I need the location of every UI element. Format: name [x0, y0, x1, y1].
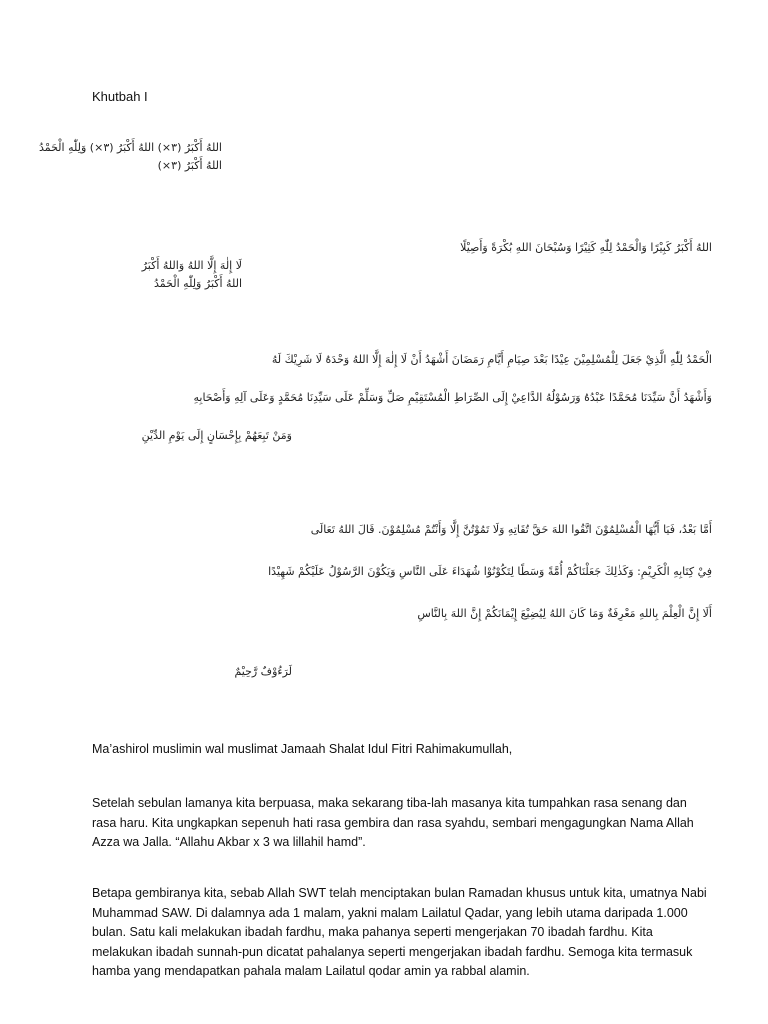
arabic-takbir-block	[38, 140, 222, 176]
arabic-line: أَلَا إِنَّ الْعِلْمَ بِاللهِ مَعْرِفَةٌ وَمَا كَانَ اللهُ لِيُضِيْعَ إِيْمَانَكُمْ إِنَّ اللهَ بِالنَّاسِ	[417, 607, 712, 620]
paragraph-greeting	[92, 740, 712, 760]
paragraph-text: Setelah sebulan lamanya kita berpuasa, maka sekarang tiba-lah masanya kita tumpahkan rasa senang dan rasa haru. Kita ungkapkan sepenuh hati rasa gembira dan rasa syahdu, sembari mengagungkan Nama Allah Azza wa Jalla. “Allahu Akbar x 3 wa lillahil hamd”.	[92, 796, 694, 849]
arabic-amma-badu-block	[92, 522, 712, 682]
arabic-line: أَمَّا بَعْدُ، فَيَا أَيُّهَا الْمُسْلِمُوْنَ اتَّقُوا اللهَ حَقَّ تُقَاتِهِ وَلَا تَمُوْتُنَّ إِلَّا وَأَنْتُمْ مُسْلِمُوْنَ. قَالَ اللهُ تَعَالَى	[310, 523, 712, 536]
arabic-line: لَرَءُوْفٌ رَّحِيْمٌ	[234, 665, 292, 678]
paragraph-text: Ma’ashirol muslimin wal muslimat Jamaah Shalat Idul Fitri Rahimakumullah,	[92, 742, 513, 756]
arabic-line: لَا إِلٰهَ إِلَّا اللهُ وَاللهُ أَكْبَرُ	[141, 259, 242, 272]
document-title: Khutbah I	[92, 89, 148, 104]
arabic-line: اللهُ أَكْبَرُ وَلِلّٰهِ الْحَمْدُ	[154, 277, 242, 290]
arabic-hamdalah-block	[92, 352, 712, 446]
paragraph-text: Betapa gembiranya kita, sebab Allah SWT telah menciptakan bulan Ramadan khusus untuk kita, umatnya Nabi Muhammad SAW. Di dalamnya ada 1 malam, yakni malam Lailatul Qadar, yang lebih utama daripada 1.000 bulan. Satu kali melakukan ibadah fardhu, maka pahanya seperti mengerjakan 70 ibadah fardhu. Kita melakukan ibadah sunnah-pun dicatat pahalanya seperti mengerjakan ibadah fardhu. Semoga kita termasuk hamba yang mendapatkan pahala malam Lailatul qodar amin ya rabbal alamin.	[92, 886, 707, 978]
arabic-line: وَمَنْ تَبِعَهُمْ بِإِحْسَانٍ إِلَى يَوْمِ الدِّيْنِ	[141, 429, 292, 442]
paragraph-after-ramadan	[92, 794, 712, 853]
arabic-line: الْحَمْدُ لِلّٰهِ الَّذِيْ جَعَلَ لِلْمُسْلِمِيْنَ عِيْدًا بَعْدَ صِيَامِ أَيَّامِ رَمَضَانَ أَشْهَدُ أَنْ لَا إِلٰهَ إِلَّا اللهُ وَحْدَهُ لَا شَرِيْكَ لَهُ	[271, 353, 712, 366]
arabic-takbir-kabira-block	[92, 240, 712, 294]
arabic-line: اللهُ أَكْبَرُ (٣×)	[157, 159, 222, 172]
paragraph-lailatul-qadar	[92, 884, 712, 982]
arabic-line: اللهُ أَكْبَرُ (٣×) اللهُ أَكْبَرُ (٣×) وَلِلّٰهِ الْحَمْدُ	[38, 141, 222, 154]
arabic-line: وَأَشْهَدُ أَنَّ سَيِّدَنَا مُحَمَّدًا عَبْدُهُ وَرَسُوْلُهُ الدَّاعِيْ إِلَى الصِّرَاطِ الْمُسْتَقِيْمِ صَلِّ وَسَلِّمْ عَلَى سَيِّدِنَا مُحَمَّدٍ وَعَلَى آلِهِ وَأَصْحَابِهِ	[193, 391, 712, 404]
arabic-line: فِيْ كِتَابِهِ الْكَرِيْمِ: وَكَذٰلِكَ جَعَلْنَاكُمْ أُمَّةً وَسَطًا لِتَكُوْنُوْا شُهَدَاءَ عَلَى النَّاسِ وَيَكُوْنَ الرَّسُوْلُ عَلَيْكُمْ شَهِيْدًا	[268, 565, 712, 578]
arabic-line: اللهُ أَكْبَرُ كَبِيْرًا وَالْحَمْدُ لِلّٰهِ كَثِيْرًا وَسُبْحَانَ اللهِ بُكْرَةً وَأَصِيْلًا	[460, 241, 712, 254]
